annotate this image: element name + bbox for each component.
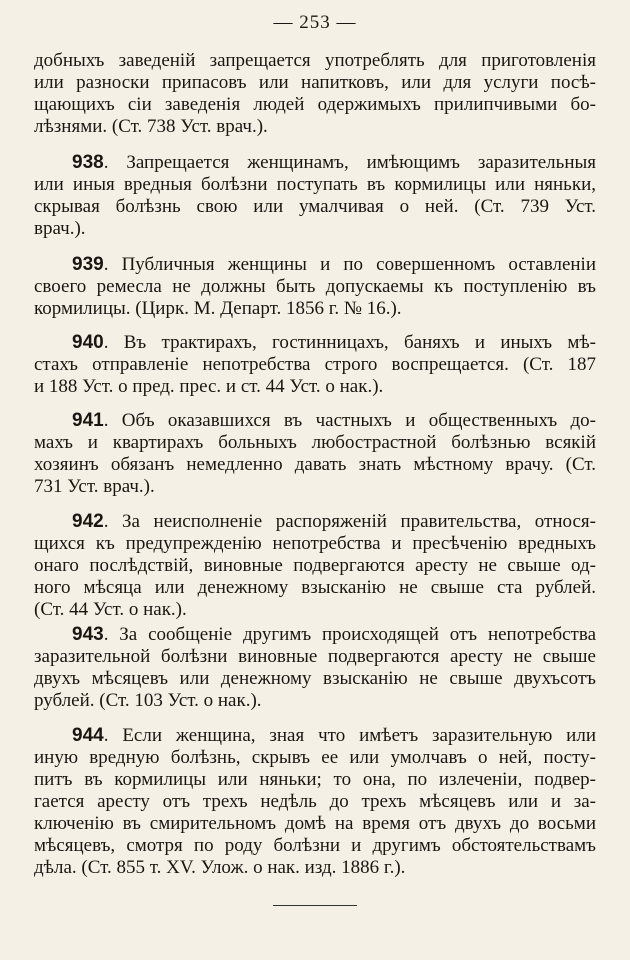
text-line: махъ и квартирахъ больныхъ любострастной болѣзнью всякій <box>34 432 596 453</box>
article-number: 939 <box>72 254 104 275</box>
article-942 <box>34 511 596 621</box>
text-line: . Если женщина, зная что имѣетъ заразительную или <box>103 725 596 746</box>
text-line: скрывая болѣзнь свою или умалчивая о ней. (Ст. 739 Уст. <box>34 196 596 217</box>
text-line: ного мѣсяца или денежному взысканію не свыше ста рублей. <box>34 577 596 598</box>
text-line: своего ремесла не должны быть допускаемы къ поступленію въ <box>34 276 596 297</box>
text-line: . Въ трактирахъ, гостинницахъ, баняхъ и иныхъ мѣ- <box>103 332 596 353</box>
article-first-line <box>34 624 596 646</box>
text-line: ключенію въ смирительномъ домѣ на время отъ двухъ до восьми <box>34 813 596 834</box>
text-line: гается аресту отъ трехъ недѣль до трехъ мѣсяцевъ или и за- <box>34 791 596 812</box>
text-line: или разноски припасовъ или напитковъ, или для услуги посѣ- <box>34 72 596 93</box>
article-number: 941 <box>72 410 104 431</box>
text-line: . Объ оказавшихся въ частныхъ и общественныхъ до- <box>103 410 596 431</box>
article-943 <box>34 624 596 712</box>
article-938 <box>34 152 596 240</box>
text-line: щихся къ предупрежденію непотребства и пресѣченію вредныхъ <box>34 533 596 554</box>
text-line: дѣла. (Ст. 855 т. XV. Улож. о нак. изд. 1886 г.). <box>34 857 406 878</box>
text-line: и 188 Уст. о пред. прес. и ст. 44 Уст. о нак.). <box>34 376 384 397</box>
text-line: врач.). <box>34 218 86 239</box>
article-number: 940 <box>72 332 104 353</box>
text-line: питъ въ кормилицы или няньки; то она, по излеченіи, подвер- <box>34 769 596 790</box>
article-first-line <box>34 332 596 354</box>
text-line: (Ст. 44 Уст. о нак.). <box>34 599 187 620</box>
article-940 <box>34 332 596 398</box>
text-line: . За неисполненіе распоряженій правительства, относя- <box>103 511 596 532</box>
text-line: заразительной болѣзни виновные подвергаются аресту не свыше <box>34 646 596 667</box>
article-first-line <box>34 410 596 432</box>
section-divider <box>273 905 357 906</box>
text-line: кормилицы. (Цирк. М. Департ. 1856 г. № 16.). <box>34 298 402 319</box>
text-line: лѣзнями. (Ст. 738 Уст. врач.). <box>34 116 268 137</box>
text-line: . Запрещается женщинамъ, имѣющимъ заразительныя <box>103 152 596 173</box>
article-939 <box>34 254 596 320</box>
text-line: добныхъ заведеній запрещается употреблять для приготовленія <box>34 50 596 71</box>
article-number: 943 <box>72 624 104 645</box>
text-line: 731 Уст. врач.). <box>34 476 155 497</box>
article-number: 938 <box>72 152 104 173</box>
text-line: щающихъ сіи заведенія людей одержимыхъ прилипчивыми бо- <box>34 94 596 115</box>
paragraph-continuation <box>34 50 596 138</box>
article-941 <box>34 410 596 498</box>
article-first-line <box>34 152 596 174</box>
text-line: иную вредную болѣзнь, скрывъ ее или умолчавъ о ней, посту- <box>34 747 596 768</box>
page-number: — 253 — <box>273 12 357 33</box>
text-line: двухъ мѣсяцевъ или денежному взысканію не свыше двухъсотъ <box>34 668 596 689</box>
text-line: . За сообщеніе другимъ происходящей отъ непотребства <box>103 624 596 645</box>
text-line: или иныя вредныя болѣзни поступать въ кормилицы или няньки, <box>34 174 596 195</box>
text-line: хозяинъ обязанъ немедленно давать знать мѣстному врачу. (Ст. <box>34 454 596 475</box>
article-number: 944 <box>72 725 104 746</box>
text-line: рублей. (Ст. 103 Уст. о нак.). <box>34 690 262 711</box>
text-line: онаго послѣдствій, виновные подвергаются аресту не свыше од- <box>34 555 596 576</box>
text-line: . Публичныя женщины и по совершенномъ оставленіи <box>103 254 596 275</box>
text-line: стахъ отправленіе непотребства строго воспрещается. (Ст. 187 <box>34 354 596 375</box>
article-first-line <box>34 725 596 747</box>
article-944 <box>34 725 596 879</box>
text-line: мѣсяцевъ, смотря по роду болѣзни и другимъ обстоятельствамъ <box>34 835 596 856</box>
article-first-line <box>34 254 596 276</box>
article-number: 942 <box>72 511 104 532</box>
article-first-line <box>34 511 596 533</box>
